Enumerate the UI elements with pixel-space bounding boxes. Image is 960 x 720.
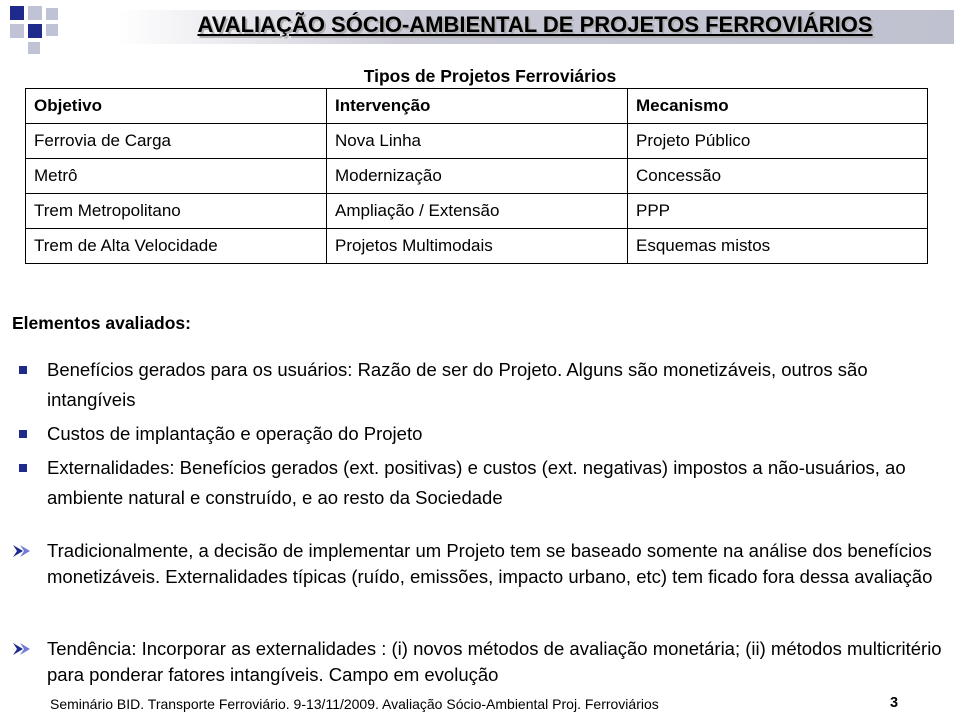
square-bullet-icon [19, 430, 27, 438]
table-cell: Ferrovia de Carga [26, 124, 327, 159]
table-cell: Nova Linha [327, 124, 628, 159]
page-number: 3 [890, 695, 899, 711]
header-intervencao: Intervenção [327, 89, 628, 124]
table-cell: Concessão [628, 159, 928, 194]
list-item [12, 419, 952, 449]
table-header-row [26, 89, 928, 124]
table-caption: Tipos de Projetos Ferroviários [363, 66, 617, 86]
table-cell: Metrô [26, 159, 327, 194]
table-cell: Trem de Alta Velocidade [26, 229, 327, 264]
elements-heading: Elementos avaliados: [12, 313, 191, 333]
project-types-table [25, 88, 928, 264]
header-mecanismo: Mecanismo [628, 89, 928, 124]
table-row [26, 194, 928, 229]
table-cell: Esquemas mistos [628, 229, 928, 264]
evaluated-elements-list [12, 355, 952, 517]
corner-squares-logo [10, 6, 60, 58]
arrow-point [12, 636, 957, 688]
table-row [26, 159, 928, 194]
list-item [12, 355, 952, 415]
table-cell: Projeto Público [628, 124, 928, 159]
arrow-point [12, 538, 957, 590]
square-bullet-icon [19, 464, 27, 472]
list-item [12, 453, 952, 513]
square-bullet-icon [19, 366, 27, 374]
list-item-text: Externalidades: Benefícios gerados (ext. positivas) e custos (ext. negativas) impostos a não-usuários, ao ambiente natural e construído, e ao resto da Sociedade [47, 457, 906, 508]
slide-title: AVALIAÇÃO SÓCIO-AMBIENTAL DE PROJETOS FERROVIÁRIOS [197, 12, 873, 37]
footer-text: Seminário BID. Transporte Ferroviário. 9-13/11/2009. Avaliação Sócio-Ambiental Proj. Ferroviários [50, 696, 659, 712]
table-cell: Projetos Multimodais [327, 229, 628, 264]
list-item-text: Benefícios gerados para os usuários: Razão de ser do Projeto. Alguns são monetizáveis, outros são intangíveis [47, 359, 868, 410]
arrow-bullet-icon [12, 544, 32, 558]
arrow-point-text: Tendência: Incorporar as externalidades : (i) novos métodos de avaliação monetária; (ii) métodos multicritério para ponderar fatores intangíveis. Campo em evolução [47, 638, 942, 685]
table-cell: Modernização [327, 159, 628, 194]
table-cell: Ampliação / Extensão [327, 194, 628, 229]
table-cell: Trem Metropolitano [26, 194, 327, 229]
table-cell: PPP [628, 194, 928, 229]
list-item-text: Custos de implantação e operação do Projeto [47, 423, 423, 444]
table-row [26, 124, 928, 159]
header-objetivo: Objetivo [26, 89, 327, 124]
arrow-point-text: Tradicionalmente, a decisão de implementar um Projeto tem se baseado somente na análise dos benefícios monetizáveis. Externalidades típicas (ruído, emissões, impacto urbano, etc) tem ficado fora dessa avaliação [47, 540, 933, 587]
arrow-bullet-icon [12, 642, 32, 656]
table-row [26, 229, 928, 264]
